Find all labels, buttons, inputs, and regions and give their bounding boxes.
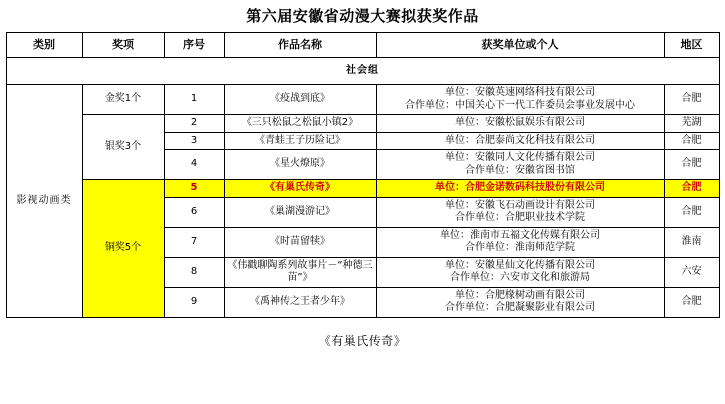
region-cell: 合肥 xyxy=(664,132,719,150)
unit-line: 合作单位：淮南师范学院 xyxy=(465,242,575,253)
row-number: 6 xyxy=(164,197,224,227)
unit-cell xyxy=(376,132,664,150)
region-cell: 合肥 xyxy=(664,287,719,317)
work-title: 《星火燎原》 xyxy=(224,150,376,180)
region-cell: 合肥 xyxy=(664,150,719,180)
unit-line: 单位：安徽飞石动画设计有限公司 xyxy=(445,199,595,211)
unit-cell xyxy=(376,115,664,133)
unit-cell xyxy=(376,197,664,227)
prize-cell-gold: 金奖1个 xyxy=(82,85,164,115)
row-number: 2 xyxy=(164,115,224,133)
column-header-work: 作品名称 xyxy=(224,33,376,58)
unit-line: 单位：淮南市五福文化传媒有限公司 xyxy=(440,229,600,241)
table-body xyxy=(6,58,719,318)
awards-table xyxy=(6,32,720,318)
unit-line: 单位：合肥椽树动画有限公司 xyxy=(455,289,585,301)
unit-cell xyxy=(376,227,664,257)
table-row-highlighted xyxy=(6,180,719,198)
work-title: 《时苗留犊》 xyxy=(224,227,376,257)
column-header-category: 类别 xyxy=(6,33,82,58)
row-number: 8 xyxy=(164,257,224,287)
prize-cell-silver: 银奖3个 xyxy=(82,115,164,180)
row-number: 7 xyxy=(164,227,224,257)
group-label: 社会组 xyxy=(6,58,719,85)
unit-line: 单位：合肥泰尚文化科技有限公司 xyxy=(445,134,595,146)
work-title: 《巢湖漫游记》 xyxy=(224,197,376,227)
unit-cell xyxy=(376,180,664,198)
work-title: 《禹神传之王者少年》 xyxy=(224,287,376,317)
table-row xyxy=(6,115,719,133)
unit-line: 单位：安徽英速网络科技有限公司 xyxy=(445,87,595,98)
region-cell: 芜湖 xyxy=(664,115,719,133)
figure-caption: 《有巢氏传奇》 xyxy=(318,333,407,348)
column-header-number: 序号 xyxy=(164,33,224,58)
unit-cell xyxy=(376,85,664,115)
prize-cell-bronze: 铜奖5个 xyxy=(82,180,164,318)
column-header-prize: 奖项 xyxy=(82,33,164,58)
unit-cell xyxy=(376,257,664,287)
category-cell: 影视动画类 xyxy=(6,85,82,318)
work-title: 《疫战到底》 xyxy=(224,85,376,115)
unit-line: 单位：合肥金诺数码科技股份有限公司 xyxy=(435,182,605,193)
unit-line: 合作单位：合肥凝聚影业有限公司 xyxy=(445,302,595,313)
row-number: 4 xyxy=(164,150,224,180)
unit-cell xyxy=(376,150,664,180)
row-number: 1 xyxy=(164,85,224,115)
table-header-row xyxy=(6,33,719,58)
unit-line: 单位：安徽松鼠娱乐有限公司 xyxy=(455,117,585,128)
work-title xyxy=(224,180,376,198)
unit-cell xyxy=(376,287,664,317)
unit-line: 单位：安徽星仙文化传播有限公司 xyxy=(445,259,595,271)
unit-line: 合作单位：中国关心下一代工作委员会事业发展中心 xyxy=(405,99,635,111)
region-cell: 合肥 xyxy=(664,197,719,227)
region-cell: 淮南 xyxy=(664,227,719,257)
page-title: 第六届安徽省动漫大赛拟获奖作品 xyxy=(246,7,479,25)
column-header-unit: 获奖单位或个人 xyxy=(376,33,664,58)
region-cell: 六安 xyxy=(664,257,719,287)
work-title: 《伟戳聊陶系列故事片－“种德三苗”》 xyxy=(224,257,376,287)
work-title-text: 《有巢氏传奇》 xyxy=(265,182,335,193)
table-row xyxy=(6,85,719,115)
unit-line: 合作单位：六安市文化和旅游局 xyxy=(450,272,590,283)
group-heading-row xyxy=(6,58,719,85)
unit-line: 合作单位：合肥职业技术学院 xyxy=(455,212,585,223)
row-number: 5 xyxy=(164,180,224,198)
row-number: 9 xyxy=(164,287,224,317)
region-cell: 合肥 xyxy=(664,180,719,198)
unit-line: 合作单位：安徽省图书馆 xyxy=(465,164,575,176)
table-header xyxy=(6,33,719,58)
unit-line: 单位：安徽同人文化传播有限公司 xyxy=(445,152,595,163)
region-cell: 合肥 xyxy=(664,85,719,115)
row-number: 3 xyxy=(164,132,224,150)
column-header-region: 地区 xyxy=(664,33,719,58)
work-title: 《青蛙王子历险记》 xyxy=(224,132,376,150)
work-title: 《三只松鼠之松鼠小镇2》 xyxy=(224,115,376,133)
